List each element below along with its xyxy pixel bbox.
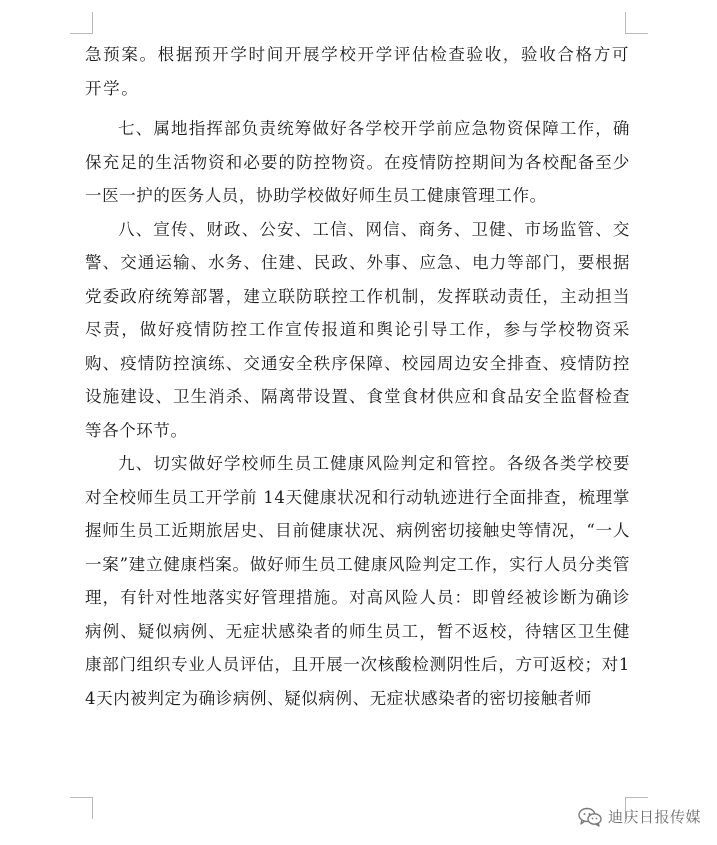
- paragraph: 七、属地指挥部负责统筹做好各学校开学前应急物资保障工作，确保充足的生活物资和必要的防控物资。在疫情防控期间为各校配备至少一医一护的医务人员，协助学校做好师生员工健康管理工作。: [85, 119, 630, 205]
- document-body: [85, 38, 630, 715]
- crop-mark-top-left: [92, 12, 93, 34]
- paragraph: 急预案。根据预开学时间开展学校开学评估检查验收，验收合格方可开学。: [85, 45, 630, 98]
- crop-mark-bottom-right: [626, 797, 648, 798]
- wechat-icon: [578, 807, 602, 827]
- paragraph: 九、切实做好学校师生员工健康风险判定和管控。各级各类学校要对全校师生员工开学前 14天健康状况和行动轨迹进行全面排查，梳理掌握师生员工近期旅居史、目前健康状况、病例密切接触史等情况，“一人一案”建立健康档案。做好师生员工健康风险判定工作，实行人员分类管理，有针对性地落实好管理措施。对高风险人员：即曾经被诊断为确诊病例、疑似病例、无症状感染者的师生员工，暂不返校，待辖区卫生健康部门组织专业人员评估，且开展一次核酸检测阴性后，方可返校；对14天内被判定为确诊病例、疑似病例、无症状感染者的密切接触者师: [85, 454, 630, 708]
- crop-mark-top-right: [626, 33, 648, 34]
- paragraph: 八、宣传、财政、公安、工信、网信、商务、卫健、市场监管、交警、交通运输、水务、住建、民政、外事、应急、电力等部门，要根据党委政府统筹部署，建立联防联控工作机制，发挥联动责任，主动担当尽责，做好疫情防控工作宣传报道和舆论引导工作，参与学校物资采购、疫情防控演练、交通安全秩序保障、校园周边安全排查、疫情防控设施建设、卫生消杀、隔离带设置、食堂食材供应和食品安全监督检查等各个环节。: [85, 219, 630, 440]
- watermark-text: 迪庆日报传媒: [607, 808, 701, 826]
- crop-mark-bottom-left: [92, 797, 93, 819]
- crop-mark-top-left: [70, 33, 92, 34]
- source-watermark: [578, 806, 701, 827]
- crop-mark-bottom-left: [70, 797, 92, 798]
- crop-mark-top-right: [625, 12, 626, 34]
